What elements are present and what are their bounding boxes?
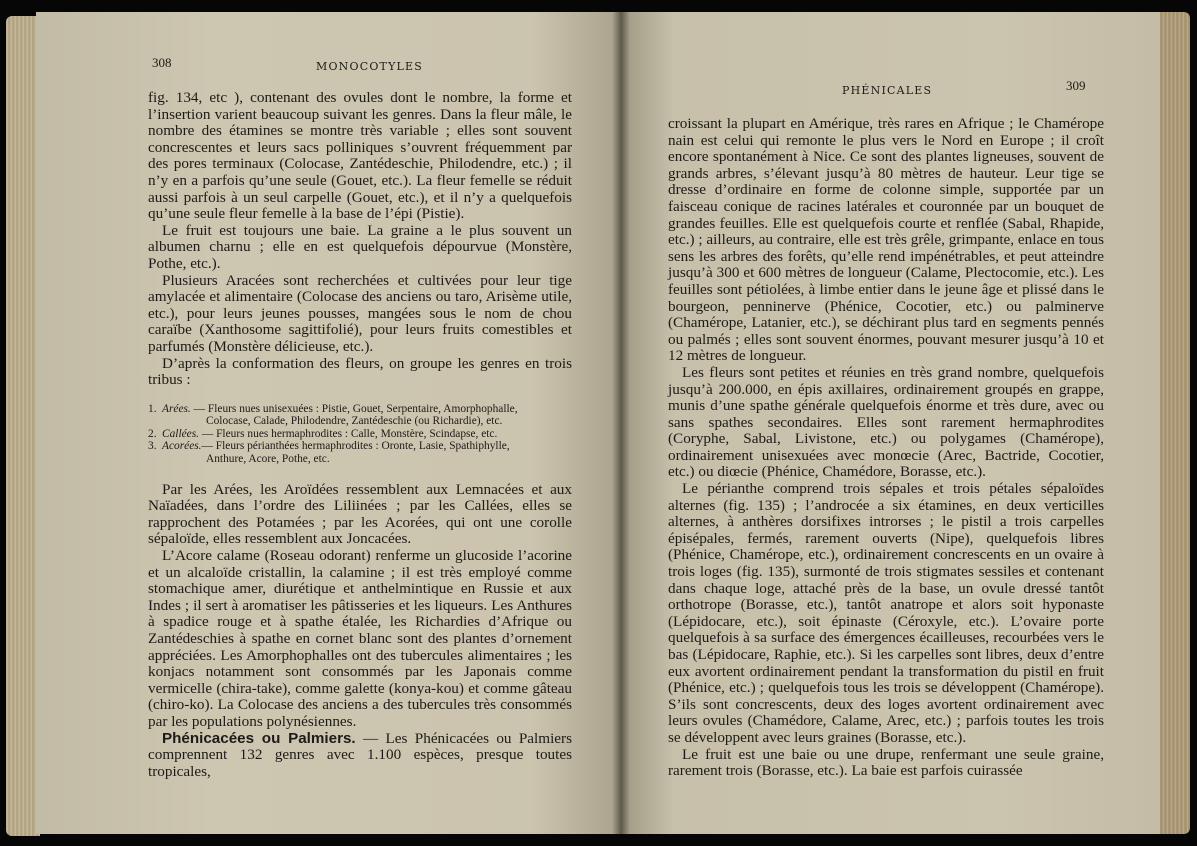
note-item: 2. Callées. — Fleurs nues hermaphrodites : Calle, Monstère, Scindapse, etc.	[148, 427, 498, 440]
right-page	[620, 12, 1160, 834]
paragraph: L’Acore calame (Roseau odorant) renferme un glucoside l’acorine et un alcaloïde cristallin, la calamine ; il est très employé comme stomachique amer, diurétique et anthelmintique en Russie et aux Indes ; il sert à aromatiser les pâtisseries et les liqueurs. Les Anthures à spadice rouge et à spathe étalée, les Richardies d’Afrique ou Zantédeschies à spathe en cornet blanc sont des plantes d’ornement appréciées. Les Amorphophalles ont des tubercules alimentaires ; les konjacs notamment sont consommés par les Japonais comme vermicelle (chira-take), comme galette (konya-kou) et comme gâteau (chiro-ko). La Colocase des anciens a des tubercules très consommés par les populations polynésiennes.	[148, 547, 572, 730]
paragraph: fig. 134, etc ), contenant des ovules dont le nombre, la forme et l’insertion varient beaucoup suivant les genres. Dans la fleur mâle, le nombre des étamines se montre très variable ; elles sont souvent concrescentes et leurs sacs polliniques s’ouvrent fréquemment par des pores terminaux (Colocase, Zantédeschie, Philodendre, etc.) ; il n’y en a parfois qu’une seule (Gouet, etc.). La fleur femelle se réduit aussi parfois à un seul carpelle (Gouet, etc.), et il n’y a quelquefois qu’une seule fleur femelle à la base de l’épi (Pistie).	[148, 89, 572, 223]
footnote-block	[148, 403, 572, 466]
section-heading: Phénicacées ou Palmiers.	[162, 729, 356, 747]
left-page-body	[148, 90, 572, 780]
paragraph: Le fruit est une baie ou une drupe, renfermant une seule graine, rarement trois (Borasse, etc.). La baie est parfois cuirassée	[668, 745, 1104, 780]
running-head: PHÉNICALES	[842, 84, 933, 97]
note-item: 1. Arées. — Fleurs nues unisexuées : Pistie, Gouet, Serpentaire, Amorphophalle, Colocase, Calade, Philodendre, Zantédeschie (ou Richardie), etc.	[148, 402, 518, 428]
page-number: 308	[152, 55, 172, 70]
section-paragraph: Phénicacées ou Palmiers. — Les Phénicacées ou Palmiers comprennent 132 genres avec 1.100 espèces, presque toutes tropicales,	[148, 729, 572, 780]
right-page-edges	[1158, 12, 1190, 834]
left-page-edges	[6, 16, 40, 836]
paragraph: Le fruit est toujours une baie. La graine a le plus souvent un albumen charnu ; elle en est quelquefois dépourvue (Monstère, Pothe, etc.).	[148, 221, 572, 272]
paragraph: Les fleurs sont petites et réunies en très grand nombre, quelquefois jusqu’à 200.000, en épis axillaires, ordinairement groupés en grappe, munis d’une spathe générale quelquefois énorme et très dure, avec ou sans spathes secondaires. Elles sont rarement hermaphrodites (Coryphe, Sabal, Livistone, etc.) ou polygames (Chamérope), ordinairement unisexuées avec monœcie (Arec, Bactride, Cocotier, etc.) ou diœcie (Phénice, Chamédore, Borasse, etc.).	[668, 363, 1104, 481]
note-item: 3. Acorées.— Fleurs périanthées hermaphrodites : Oronte, Lasie, Spathiphylle, Anthure, Acore, Pothe, etc.	[148, 440, 510, 466]
book-gutter	[612, 12, 630, 834]
paragraph: croissant la plupart en Amérique, très rares en Afrique ; le Chamérope nain est celui qui remonte le plus vers le Nord en Europe ; il croît encore spontanément à Nice. Ce sont des plantes ligneuses, souvent de grands arbres, s’élevant jusqu’à 80 mètres de hauteur. Leur tige se dresse d’ordinaire en forme de colonne simple, supportée par un faisceau conique de racines latérales et couronnée par un bouquet de grandes feuilles. Elle est quelquefois courte et renflée (Sabal, Rhapide, etc.) ; ailleurs, au contraire, elle est très grêle, grimpante, enlace en tous sens les arbres des forêts, qu’elle rend impénétrables, et peut atteindre jusqu’à 300 et 600 mètres de longueur (Calame, Plectocomie, etc.). Les feuilles sont pétiolées, à limbe entier dans le jeune âge et plissé dans le bourgeon, penninerve (Phénice, Cocotier, etc.) ou palminerve (Chamérope, Latanier, etc.), se déchirant plus tard en segments pennés ou palmés ; elles sont souvent énormes, pouvant mesurer jusqu’à 10 et 12 mètres de longueur.	[668, 115, 1104, 365]
paragraph: Plusieurs Aracées sont recherchées et cultivées pour leur tige amylacée et alimentaire (Colocase des anciens ou taro, Arisème utile, etc.), pour leurs jeunes pousses, mangées sous le nom de chou caraïbe (Xanthosome sagittifolié), pour leurs fruits comestibles et parfumés (Monstère délicieuse, etc.).	[148, 271, 572, 355]
left-page	[36, 12, 620, 834]
page-number: 309	[1066, 78, 1086, 93]
running-head: MONOCOTYLES	[316, 60, 424, 73]
paragraph: D’après la conformation des fleurs, on groupe les genres en trois tribus :	[148, 354, 572, 389]
paragraph: Par les Arées, les Aroïdées ressemblent aux Lemnacées et aux Naïadées, dans l’ordre des Liliinées ; par les Callées, elles se rapprochent des Potamées ; par les Acorées, qui ont une corolle sépaloïde, elles ressemblent aux Joncacées.	[148, 480, 572, 548]
right-page-body	[668, 116, 1104, 780]
paragraph: Le périanthe comprend trois sépales et trois pétales sépaloïdes alternes (fig. 135) ; l’androcée a six étamines, en deux verticilles alternes, à anthères dorsifixes introrses ; le pistil a trois carpelles épisépales, fermés, rarement ouverts (Nipe), quelquefois libres (Phénice, Chamérope, etc.), ordinairement concrescents en un ovaire à trois loges (fig. 135), surmonté de trois stigmates sessiles et contenant dans chaque loge, attaché près de la base, un ovule dressé tantôt orthotrope (Borasse, etc.), tantôt anatrope et alors soit hyponaste (Lépidocare, etc.), soit épinaste (Céroxyle, etc.). L’ovaire porte quelquefois à sa surface des émergences écailleuses, recourbées vers le bas (Lépidocare, Raphie, etc.). Si les carpelles sont libres, deux d’entre eux avortent ordinairement pendant la transformation du pistil en fruit (Phénice, etc.) ; quelquefois tous les trois se développent (Chamérope). S’ils sont concrescents, deux des loges avortent ordinairement avec leurs ovules (Chamédore, Calame, Arec, etc.) ; parfois toutes les trois se développent avec leurs graines (Borasse, etc.).	[668, 480, 1104, 746]
